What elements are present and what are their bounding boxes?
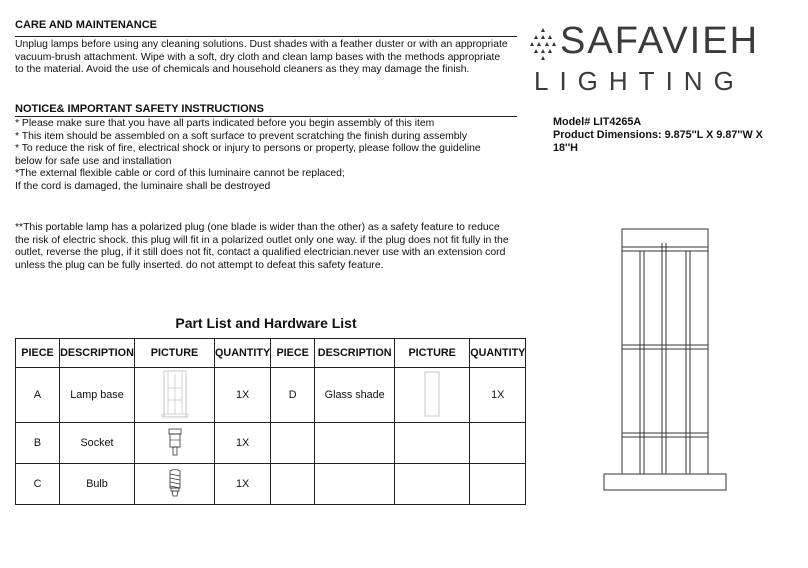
picture-cell	[395, 368, 470, 423]
col-header: QUANTITY	[470, 339, 526, 368]
quantity-cell	[470, 464, 526, 505]
plug-line: the risk of electric shock. this plug will fit in a polarized outlet only one way. if the plug does not fit fully in the	[15, 234, 509, 246]
chandelier-icon	[528, 28, 558, 70]
lamp-base-icon	[160, 370, 190, 418]
care-heading: CARE AND MAINTENANCE	[15, 19, 157, 31]
picture-cell	[395, 464, 470, 505]
col-header: PIECE	[271, 339, 315, 368]
product-dimensions-cont: 18''H	[553, 142, 578, 154]
quantity-cell	[470, 423, 526, 464]
socket-icon	[166, 428, 184, 456]
plug-line: **This portable lamp has a polarized plug (one blade is wider than the other) as a safety feature to reduce	[15, 222, 500, 233]
plug-line: outlet, reverse the plug, if it still does not fit, contact a qualified electrician.never use with an extension cord	[15, 247, 506, 259]
safety-line: If the cord is damaged, the luminaire shall be destroyed	[15, 180, 271, 192]
picture-cell	[135, 368, 215, 423]
piece-cell	[271, 464, 315, 505]
picture-cell	[135, 464, 215, 505]
safety-heading: NOTICE& IMPORTANT SAFETY INSTRUCTIONS	[15, 103, 264, 115]
brand-sub: LIGHTING	[534, 66, 745, 96]
safety-line: * This item should be assembled on a soft surface to prevent scratching the finish during assembly	[15, 130, 468, 142]
col-header: PICTURE	[395, 339, 470, 368]
care-rule	[15, 36, 517, 37]
model-number: Model# LIT4265A	[553, 116, 642, 128]
col-header: PICTURE	[135, 339, 215, 368]
plug-text	[15, 222, 525, 272]
table-row	[16, 423, 526, 464]
safety-rule	[15, 116, 517, 117]
col-header: QUANTITY	[215, 339, 271, 368]
description-cell: Socket	[60, 423, 135, 464]
care-line: to the material. Avoid the use of chemicals and household cleaners as they may damage the finish.	[15, 64, 470, 76]
description-cell: Lamp base	[60, 368, 135, 423]
piece-cell	[271, 423, 315, 464]
parts-title: Part List and Hardware List	[175, 315, 357, 331]
model-info	[553, 116, 803, 155]
safety-line: * Please make sure that you have all parts indicated before you begin assembly of this item	[15, 118, 435, 129]
safety-line: * To reduce the risk of fire, electrical shock or injury to persons or property, please follow the guideline	[15, 143, 481, 155]
safety-text	[15, 118, 520, 194]
piece-cell: B	[16, 423, 60, 464]
brand-logo	[528, 18, 796, 98]
quantity-cell: 1X	[470, 368, 526, 423]
glass-shade-icon	[422, 370, 442, 418]
table-row	[16, 464, 526, 505]
plug-line: unless the plug can be fully inserted. do not attempt to defeat this safety feature.	[15, 259, 384, 271]
piece-cell: A	[16, 368, 60, 423]
picture-cell	[135, 423, 215, 464]
quantity-cell: 1X	[215, 464, 271, 505]
parts-header-row	[16, 339, 526, 368]
piece-cell: D	[271, 368, 315, 423]
bulb-icon	[166, 468, 184, 498]
quantity-cell: 1X	[215, 368, 271, 423]
col-header: DESCRIPTION	[315, 339, 395, 368]
description-cell: Glass shade	[315, 368, 395, 423]
picture-cell	[395, 423, 470, 464]
care-text	[15, 39, 520, 77]
product-dimensions: Product Dimensions: 9.875''L X 9.87''W X	[553, 129, 763, 141]
safety-line: *The external flexible cable or cord of this luminaire cannot be replaced;	[15, 168, 345, 180]
care-line: Unplug lamps before using any cleaning solutions. Dust shades with a feather duster or with an appropriate	[15, 39, 508, 50]
care-line: vacuum-brush attachment. Wipe with a soft, dry cloth and clean lamp bases with the methods appropriate	[15, 51, 501, 63]
col-header: PIECE	[16, 339, 60, 368]
table-row	[16, 368, 526, 423]
description-cell	[315, 423, 395, 464]
quantity-cell: 1X	[215, 423, 271, 464]
parts-table	[15, 338, 526, 505]
description-cell: Bulb	[60, 464, 135, 505]
piece-cell: C	[16, 464, 60, 505]
brand-name: SAFAVIEH	[560, 20, 760, 62]
col-header: DESCRIPTION	[60, 339, 135, 368]
description-cell	[315, 464, 395, 505]
lamp-drawing	[600, 225, 730, 493]
safety-line: below for safe use and installation	[15, 155, 172, 167]
